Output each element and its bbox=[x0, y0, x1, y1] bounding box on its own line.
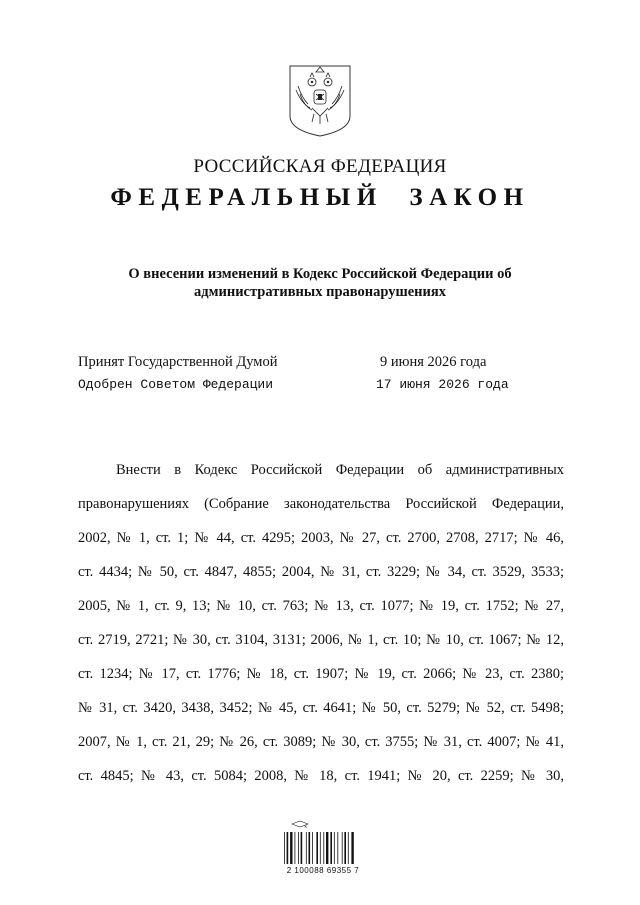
body-line: Внести в Кодекс Российской Федерации об административных bbox=[116, 462, 564, 478]
council-approval-label: Одобрен Советом Федерации bbox=[78, 377, 274, 392]
body-line: 2007, № 1, ст. 21, 29; № 26, ст. 3089; № 30, ст. 3755; № 31, ст. 4007; № 41, bbox=[78, 734, 564, 750]
body-line: № 31, ст. 3420, 3438, 3452; № 45, ст. 4641; № 50, ст. 5279; № 52, ст. 5498; bbox=[78, 700, 564, 716]
law-title-line: административных правонарушениях bbox=[194, 284, 446, 300]
document-type-heading: ФЕДЕРАЛЬНЫЙ ЗАКОН bbox=[110, 184, 530, 211]
duma-adoption-label: Принят Государственной Думой bbox=[78, 354, 278, 370]
svg-text:✕: ✕ bbox=[304, 824, 308, 829]
body-line: ст. 4845; № 43, ст. 5084; 2008, № 18, ст. 1941; № 20, ст. 2259; № 30, bbox=[78, 768, 564, 784]
body-line: 2002, № 1, ст. 1; № 44, ст. 4295; 2003, № 27, ст. 2700, 2708, 2717; № 46, bbox=[78, 530, 564, 546]
body-line: ст. 1234; № 17, ст. 1776; № 18, ст. 1907; № 19, ст. 2066; № 23, ст. 2380; bbox=[78, 666, 564, 682]
body-line: 2005, № 1, ст. 9, 13; № 10, ст. 763; № 13, ст. 1077; № 19, ст. 1752; № 27, bbox=[78, 598, 564, 614]
body-line: ст. 2719, 2721; № 30, ст. 3104, 3131; 2006, № 1, ст. 10; № 10, ст. 1067; № 12, bbox=[78, 632, 564, 648]
duma-adoption-date: 9 июня 2026 года bbox=[380, 354, 487, 370]
law-title bbox=[80, 265, 560, 301]
body-line: правонарушениях (Собрание законодательства Российской Федерации, bbox=[78, 496, 564, 512]
law-title-line: О внесении изменений в Кодекс Российской Федерации об bbox=[128, 266, 512, 282]
country-heading: РОССИЙСКАЯ ФЕДЕРАЦИЯ bbox=[193, 156, 447, 177]
coat-of-arms-emblem-icon bbox=[288, 64, 352, 138]
law-body-text bbox=[78, 453, 564, 793]
body-line: ст. 4434; № 50, ст. 4847, 4855; 2004, № 31, ст. 3229; № 34, ст. 3529, 3533; bbox=[78, 564, 564, 580]
barcode-number: 2 100088 69355 7 bbox=[286, 866, 360, 875]
council-approval-date: 17 июня 2026 года bbox=[376, 377, 509, 392]
